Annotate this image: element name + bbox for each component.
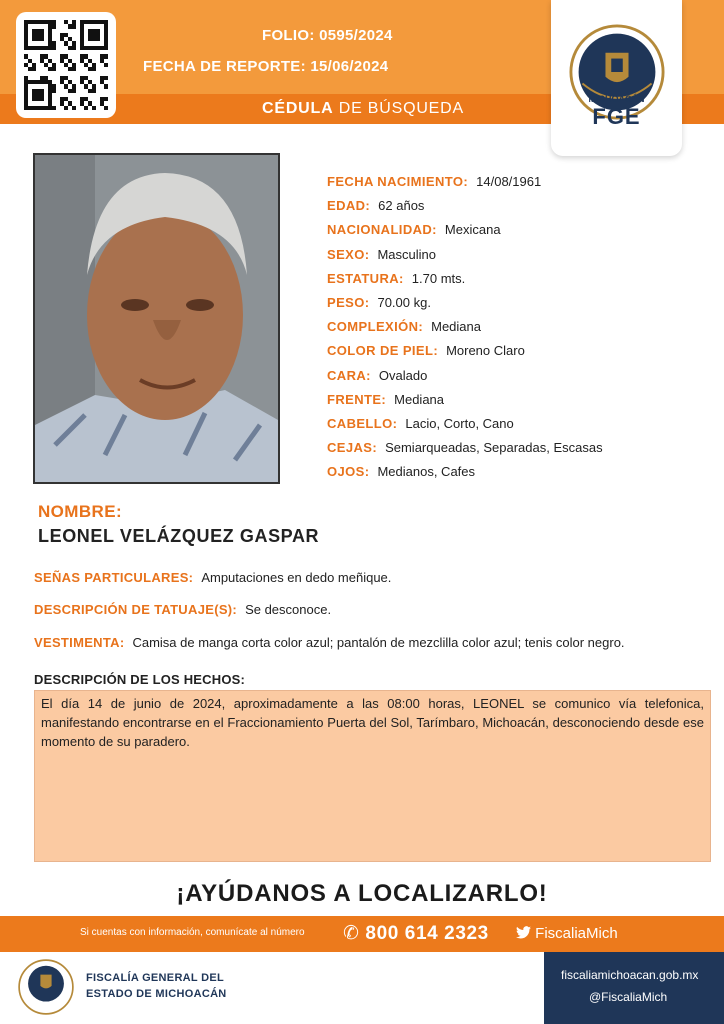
info-label: COLOR DE PIEL: xyxy=(327,343,439,359)
document-title-rest: DE BÚSQUEDA xyxy=(333,100,464,117)
info-row xyxy=(327,368,427,383)
footer-seal-icon xyxy=(18,959,74,1015)
info-row xyxy=(327,174,541,189)
name-value: LEONEL VELÁZQUEZ GASPAR xyxy=(38,526,320,546)
info-row xyxy=(327,222,501,237)
info-value: Mediana xyxy=(394,391,445,407)
info-row xyxy=(327,247,436,262)
folio: FOLIO: 0595/2024 xyxy=(262,27,393,44)
footer-name-line2: ESTADO DE MICHOACÁN xyxy=(86,988,227,1000)
footer-handle-link[interactable]: @FiscaliaMich xyxy=(589,990,668,1004)
info-value: Ovalado xyxy=(378,367,428,383)
info-label: COMPLEXIÓN: xyxy=(327,319,424,335)
info-value: 1.70 mts. xyxy=(411,270,466,286)
info-label: FRENTE: xyxy=(327,391,387,407)
name-label: NOMBRE: xyxy=(38,502,123,521)
footer-website-link[interactable]: fiscaliamichoacan.gob.mx xyxy=(561,968,699,982)
info-row xyxy=(327,343,525,358)
person-portrait xyxy=(35,155,278,482)
info-row xyxy=(327,440,603,455)
info-row xyxy=(327,392,444,407)
info-value: Medianos, Cafes xyxy=(377,464,476,480)
clothing-row xyxy=(34,635,625,650)
contact-phone[interactable] xyxy=(343,922,489,945)
info-row xyxy=(327,198,424,213)
info-row xyxy=(327,416,514,431)
facts-label: DESCRIPCIÓN DE LOS HECHOS: xyxy=(34,672,246,687)
info-value: Moreno Claro xyxy=(446,343,525,359)
info-label: NACIONALIDAD: xyxy=(327,222,437,238)
info-value: Mediana xyxy=(431,319,481,335)
info-label: ESTATURA: xyxy=(327,270,404,286)
info-row xyxy=(327,295,431,310)
qr-code[interactable] xyxy=(16,12,116,118)
info-value: Masculino xyxy=(377,246,436,262)
info-label: CARA: xyxy=(327,367,371,383)
phone-number: 800 614 2323 xyxy=(365,923,489,944)
marks-row xyxy=(34,570,391,585)
info-value: 62 años xyxy=(378,198,425,214)
info-row xyxy=(327,319,481,334)
contact-message: Si cuentas con información, comunícate al número xyxy=(80,927,305,938)
facts-text: El día 14 de junio de 2024, aproximadamente a las 08:00 horas, LEONEL se comunico vía telefonica, manifestando encontrarse en el Fraccionamiento Puerta del Sol, Tarímbaro, Michoacán, desconociendo desde ese momento de su paradero. xyxy=(34,690,711,862)
missing-person-photo xyxy=(33,153,280,484)
logo-acronym: FGE xyxy=(592,104,641,129)
info-label: PESO: xyxy=(327,295,370,310)
contact-twitter[interactable] xyxy=(516,925,618,942)
document-title-bold: CÉDULA xyxy=(262,100,334,117)
logo-state: MICHOACÁN xyxy=(588,94,645,104)
twitter-icon xyxy=(516,926,531,939)
call-to-action: ¡AYÚDANOS A LOCALIZARLO! xyxy=(176,880,548,907)
info-value: 70.00 kg. xyxy=(377,295,431,310)
info-value: 14/08/1961 xyxy=(476,174,542,189)
info-label: OJOS: xyxy=(327,464,370,480)
phone-icon: ✆ xyxy=(343,923,360,944)
document-title xyxy=(262,100,464,118)
info-row xyxy=(327,271,465,286)
info-label: CABELLO: xyxy=(327,416,398,431)
info-value: Semiarqueadas, Separadas, Escasas xyxy=(385,440,603,456)
info-label: SEXO: xyxy=(327,246,370,262)
marks-value: Amputaciones en dedo meñique. xyxy=(201,570,392,585)
tattoo-row xyxy=(34,602,331,617)
info-label: FECHA NACIMIENTO: xyxy=(327,174,469,189)
report-date: FECHA DE REPORTE: 15/06/2024 xyxy=(143,58,389,75)
marks-label: SEÑAS PARTICULARES: xyxy=(34,570,194,585)
footer-name-line1: FISCALÍA GENERAL DEL xyxy=(86,972,225,984)
info-value: Lacio, Corto, Cano xyxy=(405,416,514,431)
tattoo-label: DESCRIPCIÓN DE TATUAJE(S): xyxy=(34,602,238,617)
clothing-label: VESTIMENTA: xyxy=(34,635,125,650)
tattoo-value: Se desconoce. xyxy=(245,602,332,617)
clothing-value: Camisa de manga corta color azul; pantalón de mezclilla color azul; tenis color negro. xyxy=(132,635,625,650)
info-label: EDAD: xyxy=(327,198,371,214)
info-row xyxy=(327,464,475,479)
twitter-handle: FiscaliaMich xyxy=(535,925,618,942)
footer-right xyxy=(544,952,724,1024)
footer-left xyxy=(0,952,544,1024)
fge-logo-card xyxy=(551,0,682,156)
info-label: CEJAS: xyxy=(327,440,378,456)
qr-code-icon xyxy=(24,20,108,110)
info-value: Mexicana xyxy=(444,222,501,238)
